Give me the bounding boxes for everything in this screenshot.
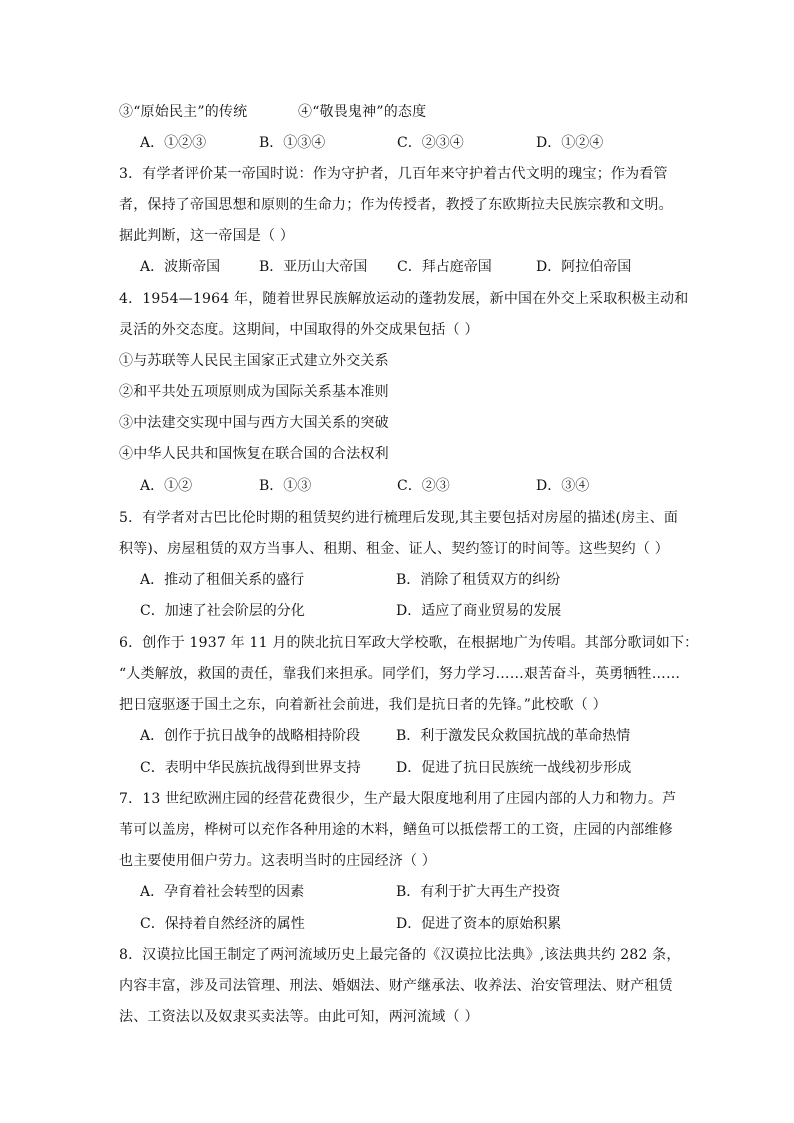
- q5-options-row-1: [140, 570, 680, 590]
- item-4: ④“敬畏鬼神”的态度: [298, 104, 427, 120]
- q3-options: [140, 257, 680, 277]
- q5-option-d[interactable]: D．适应了商业贸易的发展: [396, 603, 562, 619]
- item-pair-3-4: [119, 102, 679, 122]
- q3-option-d[interactable]: D．阿拉伯帝国: [536, 259, 632, 275]
- q2-options: [140, 133, 680, 153]
- q6-stem-line-1: 6．创作于 1937 年 11 月的陕北抗日军政大学校歌，在根据地广为传唱。其部分歌词如下：: [119, 635, 699, 651]
- item-3: ③“原始民主”的传统: [119, 104, 248, 120]
- q7-option-c[interactable]: C．保持着自然经济的属性: [140, 916, 305, 932]
- q6-options-row-1: [140, 726, 680, 746]
- q4-option-d[interactable]: D．③④: [536, 478, 590, 494]
- q2-option-b[interactable]: B．①③④: [259, 135, 326, 151]
- q3-stem-line-3: 据此判断，这一帝国是（ ）: [119, 228, 295, 244]
- q8-stem-line-1: 8．汉谟拉比国王制定了两河流域历史上最完备的《汉谟拉比法典》,该法典共约 282 条，: [119, 947, 681, 963]
- q3-option-c[interactable]: C．拜占庭帝国: [397, 259, 492, 275]
- q4-item-2: ②和平共处五项原则成为国际关系基本准则: [119, 384, 389, 400]
- q3-stem-line-1: 3．有学者评价某一帝国时说：作为守护者，几百年来守护着古代文明的瑰宝；作为看管: [119, 166, 668, 182]
- q4-stem-line-2: 灵活的外交态度。这期间，中国取得的外交成果包括（ ）: [119, 322, 479, 338]
- q5-option-a[interactable]: A．推动了租佃关系的盛行: [140, 572, 305, 588]
- q5-options-row-2: [140, 601, 680, 621]
- q6-option-c[interactable]: C．表明中华民族抗战得到世界支持: [140, 760, 361, 776]
- q6-stem-line-2: “人类解放，救国的责任，靠我们来担承。同学们，努力学习……艰苦奋斗，英勇牺牲……: [119, 666, 681, 682]
- q6-option-d[interactable]: D．促进了抗日民族统一战线初步形成: [396, 760, 632, 776]
- q3-option-a[interactable]: A．波斯帝国: [140, 259, 221, 275]
- q4-option-c[interactable]: C．②③: [397, 478, 450, 494]
- q3-stem-line-2: 者，保持了帝国思想和原则的生命力；作为传授者，教授了东欧斯拉夫民族宗教和文明。: [119, 197, 673, 213]
- q4-options: [140, 476, 680, 496]
- q2-option-a[interactable]: A．①②③: [140, 135, 207, 151]
- q6-option-a[interactable]: A．创作于抗日战争的战略相持阶段: [140, 728, 361, 744]
- q4-item-1: ①与苏联等人民民主国家正式建立外交关系: [119, 353, 389, 369]
- q4-option-b[interactable]: B．①③: [259, 478, 312, 494]
- q2-option-d[interactable]: D．①②④: [536, 135, 604, 151]
- q7-options-row-2: [140, 914, 680, 934]
- q4-option-a[interactable]: A．①②: [140, 478, 193, 494]
- q2-option-c[interactable]: C．②③④: [397, 135, 464, 151]
- q8-stem-line-2: 内容丰富，涉及司法管理、刑法、婚姻法、财产继承法、收养法、治安管理法、财产租赁: [119, 978, 673, 994]
- q6-stem-line-3: 把日寇驱逐于国土之东，向着新社会前进，我们是抗日者的先锋。”此校歌（ ）: [119, 697, 607, 713]
- q7-stem-line-2: 苇可以盖房，桦树可以充作各种用途的木料，鳝鱼可以抵偿帮工的工资，庄园的内部维修: [119, 822, 673, 838]
- q6-options-row-2: [140, 758, 680, 778]
- q8-stem-line-3: 法、工资法以及奴隶买卖法等。由此可知，两河流域（ ）: [119, 1009, 479, 1025]
- q6-option-b[interactable]: B．利于激发民众救国抗战的革命热情: [396, 728, 631, 744]
- q4-item-4: ④中华人民共和国恢复在联合国的合法权利: [119, 446, 389, 462]
- q7-stem-line-1: 7．13 世纪欧洲庄园的经营花费很少，生产最大限度地利用了庄园内部的人力和物力。芦: [119, 791, 677, 807]
- q5-stem-line-2: 积等)、房屋租赁的双方当事人、租期、租金、证人、契约签订的时间等。这些契约（ ）: [119, 541, 669, 557]
- q5-option-c[interactable]: C．加速了社会阶层的分化: [140, 603, 305, 619]
- q7-option-d[interactable]: D．促进了资本的原始积累: [396, 916, 562, 932]
- q4-item-3: ③中法建交实现中国与西方大国关系的突破: [119, 415, 389, 431]
- q3-option-b[interactable]: B．亚历山大帝国: [259, 259, 368, 275]
- q5-stem-line-1: 5．有学者对古巴比伦时期的租赁契约进行梳理后发现,其主要包括对房屋的描述(房主、面: [119, 510, 679, 526]
- q7-options-row-1: [140, 882, 680, 902]
- q7-stem-line-3: 也主要使用佃户劳力。这表明当时的庄园经济（ ）: [119, 853, 437, 869]
- q7-option-b[interactable]: B．有利于扩大再生产投资: [396, 884, 561, 900]
- q4-stem-line-1: 4．1954—1964 年，随着世界民族解放运动的蓬勃发展，新中国在外交上采取积极主动和: [119, 291, 689, 307]
- q5-option-b[interactable]: B．消除了租赁双方的纠纷: [396, 572, 561, 588]
- q7-option-a[interactable]: A．孕育着社会转型的因素: [140, 884, 305, 900]
